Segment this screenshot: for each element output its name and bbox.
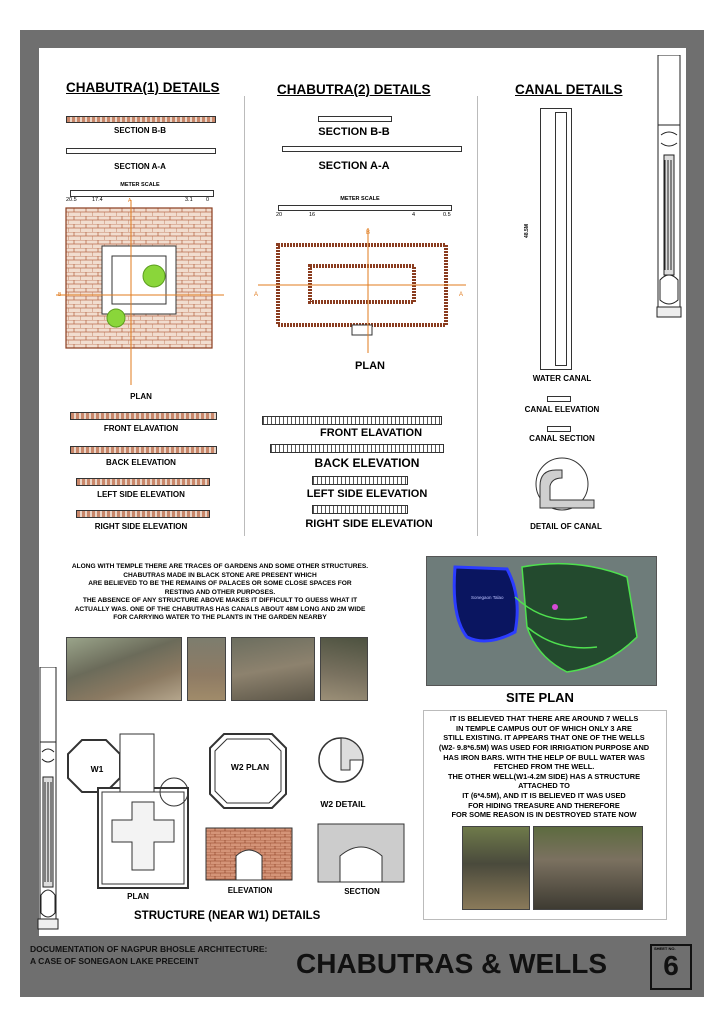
- chabutra1-scale-tick: 0: [206, 197, 210, 203]
- chabutra1-right-elevation-drawing: [76, 510, 210, 518]
- chabutra2-scale-bar: [278, 205, 452, 211]
- chabutra1-front-elevation-label: FRONT ELAVATION: [103, 424, 179, 433]
- gardens-note: [58, 563, 382, 623]
- structure-elevation-label: ELEVATION: [227, 886, 273, 895]
- chabutra2-front-elevation-label: FRONT ELAVATION: [319, 427, 423, 439]
- w2-detail-drawing: [316, 734, 366, 786]
- ruins-photo: [66, 637, 182, 701]
- gardens-note-line: CHABUTRAS MADE IN BLACK STONE ARE PRESENT WHICH: [123, 571, 317, 579]
- wells-note-line: IT IS BELIEVED THAT THERE ARE AROUND 7 WELLS: [449, 714, 639, 723]
- chabutra1-scale-tick: 3.1: [185, 197, 193, 203]
- chabutra2-back-elevation-drawing: [270, 444, 444, 453]
- canal-channel-drawing: [555, 112, 567, 366]
- document-title: DOCUMENTATION OF NAGPUR BHOSLE ARCHITECTURE:: [30, 944, 268, 954]
- chabutra2-left-elevation-drawing: [312, 476, 408, 485]
- chabutra2-front-elevation-drawing: [262, 416, 442, 425]
- chabutra2-scale-tick: 4: [412, 212, 416, 218]
- structure-section-label: SECTION: [344, 887, 380, 896]
- chabutra2-plan-label: PLAN: [355, 360, 385, 372]
- chabutra2-scale-tick: 0.5: [443, 212, 451, 218]
- well-photo: [533, 826, 643, 910]
- w1-plan-drawing: [62, 730, 202, 898]
- canal-detail-drawing: [532, 456, 602, 518]
- chabutra1-front-elevation-drawing: [70, 412, 217, 420]
- chabutra2-section-bb-drawing: [318, 116, 392, 122]
- gardens-note-line: ACTUALLY WAS. ONE OF THE CHABUTRAS HAS CANALS ABOUT 48M LONG AND 2M WIDE: [74, 605, 366, 613]
- chabutra2-section-aa-label: SECTION A-A: [318, 160, 390, 172]
- chabutra1-plan-label: PLAN: [130, 392, 152, 401]
- canal-length-label: 48.5M: [523, 224, 530, 238]
- w2-plan-drawing: [208, 730, 292, 814]
- chabutra1-left-elevation-drawing: [76, 478, 210, 486]
- chabutra1-scale-title: METER SCALE: [120, 182, 160, 188]
- chabutra2-plan-drawing: [252, 228, 472, 358]
- chabutra2-scale-tick: 20: [276, 212, 283, 218]
- well-photo: [462, 826, 530, 910]
- water-canal-label: WATER CANAL: [532, 374, 592, 383]
- w2-detail-label: W2 DETAIL: [320, 799, 366, 809]
- gardens-note-line: FOR CARRYING WATER TO THE PLANTS IN THE GARDEN NEARBY: [113, 614, 327, 622]
- pillar-right-drawing: [655, 55, 685, 323]
- pillar-left-drawing: [37, 667, 61, 935]
- ruins-photo: [187, 637, 226, 701]
- column-divider: [244, 96, 245, 536]
- chabutra2-section-aa-drawing: [282, 146, 462, 152]
- wells-note-line: ATTACHED TO: [518, 781, 570, 791]
- canal-title: CANAL DETAILS: [515, 82, 623, 97]
- chabutra1-section-aa-label: SECTION A-A: [114, 162, 166, 171]
- structure-title: STRUCTURE (NEAR W1) DETAILS: [134, 910, 321, 922]
- wells-note-line: THE OTHER WELL(W1-4.2M SIDE) HAS A STRUCTURE: [447, 771, 641, 781]
- wells-note: [425, 714, 663, 820]
- canal-detail-label: DETAIL OF CANAL: [530, 522, 602, 531]
- canal-elevation-label: CANAL ELEVATION: [524, 405, 600, 414]
- chabutra2-title: CHABUTRA(2) DETAILS: [277, 82, 431, 97]
- wells-note-line: IN TEMPLE CAMPUS OUT OF WHICH ONLY 3 ARE: [456, 723, 632, 733]
- ruins-photo: [231, 637, 315, 701]
- wells-note-line: (W2- 9.8*6.5M) WAS USED FOR IRRIGATION PURPOSE AND: [438, 742, 650, 752]
- chabutra2-right-elevation-drawing: [312, 505, 408, 514]
- chabutra2-marker: A: [254, 292, 259, 298]
- site-plan-title: SITE PLAN: [506, 690, 574, 705]
- sheet-number: 6: [663, 950, 679, 981]
- wells-note-line: IT (6*4.5M), AND IT IS BELIEVED IT WAS USED: [462, 791, 626, 800]
- w1-label: W1: [90, 764, 104, 774]
- gardens-note-line: ALONG WITH TEMPLE THERE ARE TRACES OF GARDENS AND SOME OTHER STRUCTURES.: [71, 563, 369, 570]
- chabutra2-marker: A: [459, 292, 464, 298]
- canal-section-drawing: [547, 426, 571, 432]
- w1-plan-label: PLAN: [127, 892, 149, 901]
- chabutra1-back-elevation-label: BACK ELEVATION: [106, 458, 176, 467]
- chabutra1-section-aa-drawing: [66, 148, 216, 154]
- chabutra2-section-bb-label: SECTION B-B: [318, 126, 390, 138]
- ruins-photo: [320, 637, 368, 701]
- canal-elevation-drawing: [547, 396, 571, 402]
- chabutra1-scale-bar: [70, 190, 214, 197]
- chabutra1-title: CHABUTRA(1) DETAILS: [66, 80, 220, 95]
- structure-section-drawing: [314, 820, 408, 886]
- chabutra2-scale-title: METER SCALE: [340, 196, 380, 202]
- chabutra1-left-elevation-label: LEFT SIDE ELEVATION: [97, 490, 185, 499]
- chabutra2-back-elevation-label: BACK ELEVATION: [314, 456, 420, 470]
- site-plan-map: [426, 556, 657, 686]
- chabutra1-section-bb-label: SECTION B-B: [114, 126, 166, 135]
- site-plan-overlay: [427, 557, 656, 685]
- chabutra2-left-elevation-label: LEFT SIDE ELEVATION: [306, 488, 428, 500]
- chabutra1-right-elevation-label: RIGHT SIDE ELEVATION: [94, 522, 188, 531]
- chabutra1-plan-drawing: [56, 200, 226, 390]
- canal-section-label: CANAL SECTION: [529, 434, 595, 443]
- chabutra1-marker: A: [128, 198, 132, 204]
- chabutra1-back-elevation-drawing: [70, 446, 217, 454]
- document-subtitle: A CASE OF SONEGAON LAKE PRECEINT: [30, 956, 199, 966]
- wells-note-line: STILL EXISTING. IT APPEARS THAT ONE OF THE WELLS: [443, 733, 645, 743]
- sheet-main-title: CHABUTRAS & WELLS: [296, 948, 608, 979]
- wells-note-line: FOR SOME REASON IS IN DESTROYED STATE NOW: [451, 810, 637, 820]
- gardens-note-line: THE ABSENCE OF ANY STRUCTURE ABOVE MAKES IT DIFFICULT TO GUESS WHAT IT: [82, 597, 358, 605]
- chabutra1-section-bb-drawing: [66, 116, 216, 123]
- gardens-note-line: RESTING AND OTHER PURPOSES.: [164, 588, 276, 596]
- chabutra1-marker: B: [58, 292, 62, 298]
- chabutra1-scale-tick: 20.5: [66, 197, 77, 203]
- wells-note-line: FETCHED FROM THE WELL.: [493, 762, 595, 772]
- chabutra1-scale-tick: 17.4: [92, 197, 103, 203]
- w2-plan-label: W2 PLAN: [230, 762, 270, 772]
- wells-note-line: FOR HIDING TREASURE AND THEREFORE: [468, 800, 620, 810]
- gardens-note-line: ARE BELIEVED TO BE THE REMAINS OF PALACES OR SOME CLOSE SPACES FOR: [88, 580, 352, 588]
- wells-note-line: HAS IRON BARS. WITH THE HELP OF BULL WATER WAS: [443, 752, 645, 762]
- column-divider: [477, 96, 478, 536]
- structure-elevation-drawing: [200, 822, 296, 884]
- chabutra2-right-elevation-label: RIGHT SIDE ELEVATION: [305, 518, 433, 530]
- chabutra2-scale-tick: 16: [309, 212, 316, 218]
- chabutra2-marker: B: [366, 230, 371, 236]
- sheet-number-label: SHEET NO.: [654, 946, 676, 951]
- lake-label: Sonegaon Talao: [471, 595, 504, 600]
